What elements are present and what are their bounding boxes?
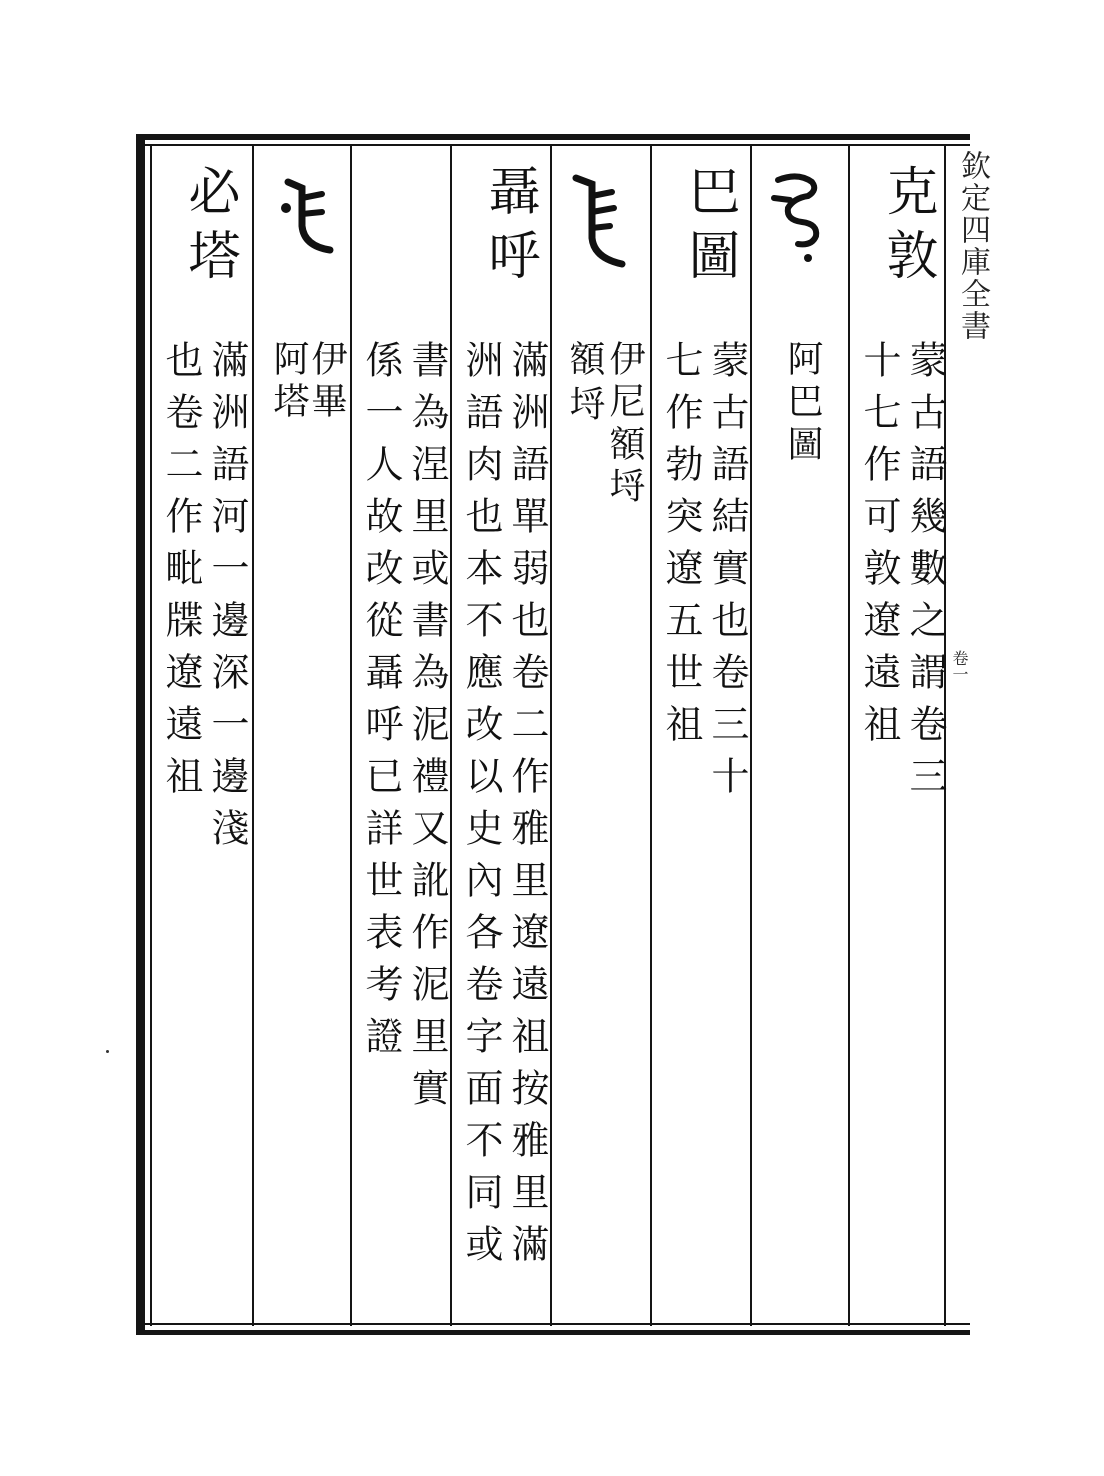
entry-note-right: 蒙古語結實也卷三十 — [705, 340, 749, 808]
mongolian-script-icon — [768, 168, 828, 268]
entry-column-batu — [652, 150, 752, 1330]
entry-heading: 必塔 — [179, 164, 239, 292]
ink-speck — [106, 1050, 109, 1053]
entry-column-niehu — [452, 150, 552, 1330]
top-border-inner — [136, 144, 970, 146]
entry-heading: 克敦 — [877, 164, 937, 292]
edge-title: 欽定四庫全書 — [955, 150, 990, 342]
script-column-1 — [752, 150, 852, 1330]
entry-note-left: 十七作可敦遼遠祖 — [857, 340, 901, 756]
entry-note-right: 蒙古語幾數之謂卷三 — [903, 340, 947, 808]
entry-note-right: 滿洲語河一邊深一邊淺 — [205, 340, 249, 860]
entry-note-left: 洲語肉也本不應改以史內各卷字面不同或 — [459, 340, 503, 1276]
entry-column-kedun — [850, 150, 950, 1330]
left-border — [136, 138, 145, 1335]
transliteration: 圖 — [782, 425, 823, 467]
script-column-2 — [552, 150, 652, 1330]
continuation-column — [352, 150, 452, 1330]
entry-column-bita — [152, 150, 252, 1330]
transliteration: 額埒 — [604, 425, 645, 509]
bottom-border — [136, 1330, 970, 1335]
entry-note-left: 七作勃突遼五世祖 — [659, 340, 703, 756]
entry-note-right: 書為涅里或書為泥禮又訛作泥里實 — [405, 340, 449, 1120]
transliteration: 埒 — [564, 385, 605, 427]
top-border — [136, 134, 970, 140]
entry-note-left: 係一人故改從聶呼已詳世表考證 — [359, 340, 403, 1068]
manchu-script-icon — [562, 168, 642, 278]
transliteration: 額 — [564, 340, 605, 382]
transliteration: 伊尼 — [604, 340, 645, 424]
entry-note-left: 也卷二作毗牒遼遠祖 — [159, 340, 203, 808]
entry-note-right: 滿洲語單弱也卷二作雅里遼遠祖按雅里滿 — [505, 340, 549, 1276]
transliteration: 阿巴 — [782, 340, 823, 424]
entry-heading: 巴圖 — [679, 164, 739, 292]
transliteration: 阿塔 — [268, 340, 309, 424]
transliteration: 伊畢 — [306, 340, 347, 424]
manchu-script-icon — [268, 168, 348, 268]
volume-mark: 卷一 — [950, 650, 969, 682]
script-column-3 — [254, 150, 354, 1330]
entry-heading: 聶呼 — [479, 164, 539, 292]
